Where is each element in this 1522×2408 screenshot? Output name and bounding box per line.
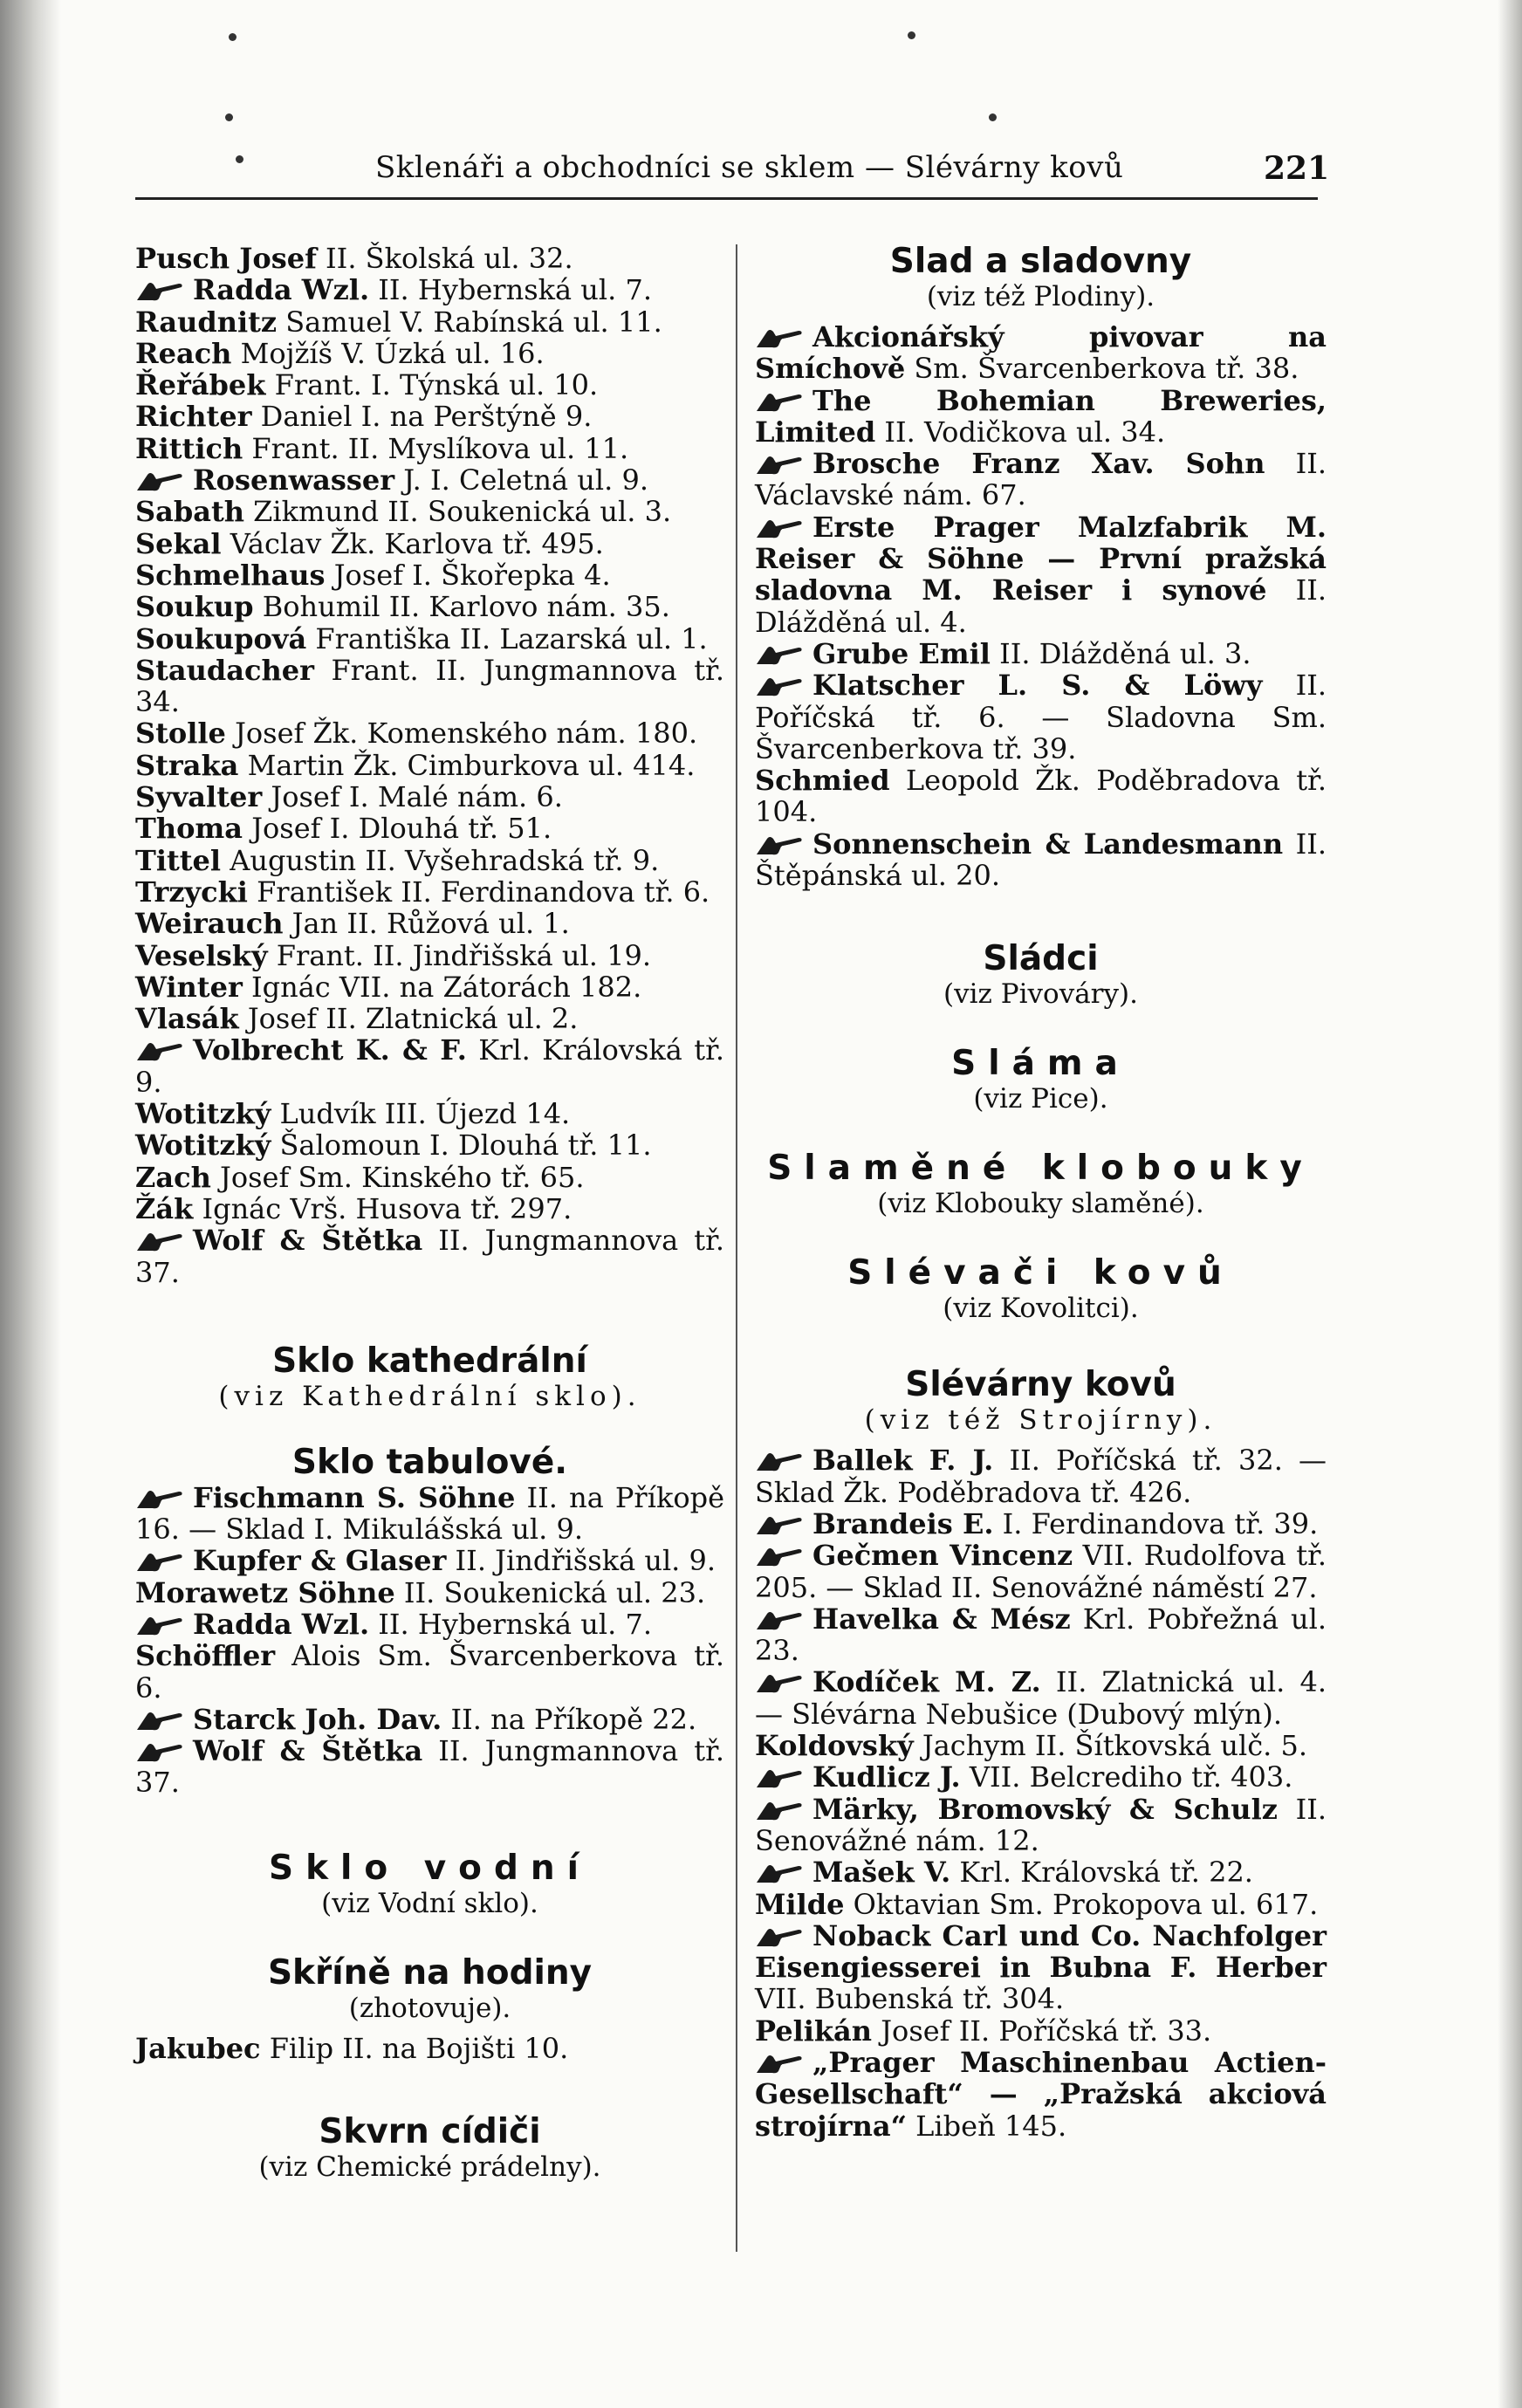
directory-entry — [755, 2015, 1327, 2047]
entry-address: Samuel V. Rabínská ul. 11. — [285, 305, 662, 339]
entry-address: II. Hybernská ul. 7. — [378, 1607, 652, 1641]
entry-name: Sekal — [135, 526, 222, 560]
entry-name: Trzycki — [135, 875, 248, 909]
entry-address: Martin Žk. Cimburkova ul. 414. — [247, 748, 696, 782]
pointing-hand-icon — [135, 1709, 184, 1732]
entry-address: II. na Příkopě 22. — [450, 1702, 697, 1736]
directory-entry — [135, 655, 724, 718]
directory-entry — [755, 1444, 1327, 1508]
directory-entry — [755, 765, 1327, 828]
entry-name: Gečmen Vincenz — [812, 1539, 1073, 1573]
directory-entry — [755, 1794, 1327, 1857]
directory-entry — [135, 433, 724, 464]
entry-address: II. Poříčská tř. 6. — Sladovna Sm. Švarcenberkova tř. 39. — [755, 669, 1327, 765]
entry-name: Winter — [135, 970, 243, 1004]
directory-entry — [755, 1761, 1327, 1793]
pointing-hand-icon — [755, 517, 804, 539]
entry-name: Stolle — [135, 717, 226, 751]
directory-entry — [135, 1609, 724, 1640]
pointing-hand-icon — [755, 1799, 804, 1821]
directory-entry — [135, 1482, 724, 1546]
entry-address: Josef Sm. Kinského tř. 65. — [220, 1160, 585, 1194]
pointing-hand-icon — [755, 1545, 804, 1568]
entry-name: Koldovský — [755, 1729, 914, 1763]
running-header: Sklenáři a obchodníci se sklem — Slévárny kovů — [375, 150, 1124, 185]
entry-name: Wolf & Štětka — [193, 1224, 423, 1258]
section-heading: Sláma — [951, 1044, 1130, 1084]
section-heading: Sládci — [983, 939, 1099, 979]
entry-name: Soukup — [135, 590, 254, 624]
entry-address: Frant. II. Myslíkova ul. 11. — [251, 431, 629, 465]
directory-entry — [135, 1225, 724, 1288]
pointing-hand-icon — [755, 1671, 804, 1694]
entry-address: II. Jindřišská ul. 9. — [455, 1544, 716, 1578]
directory-entry — [135, 1577, 724, 1609]
directory-entry — [135, 591, 724, 622]
entry-name: Wotitzký — [135, 1097, 271, 1131]
pointing-hand-icon — [755, 326, 804, 349]
entry-address: Josef II. Zlatnická ul. 2. — [247, 1002, 579, 1036]
entry-name: Märky, Bromovský & Schulz — [812, 1792, 1278, 1826]
entry-address: Jachym II. Šítkovská ulč. 5. — [922, 1729, 1307, 1763]
entry-address: Ignác Vrš. Husova tř. 297. — [202, 1191, 572, 1225]
directory-entry — [755, 1508, 1327, 1540]
directory-entry — [755, 1730, 1327, 1761]
entry-address: II. Senovážné nám. 12. — [755, 1792, 1327, 1857]
directory-entry — [135, 845, 724, 876]
entry-name: Schmelhaus — [135, 558, 326, 592]
pointing-hand-icon — [135, 1487, 184, 1510]
left-column — [135, 243, 724, 2192]
section-heading: Skvrn cídiči — [319, 2112, 541, 2152]
section-heading: Slad a sladovny — [889, 242, 1192, 281]
entry-name: Volbrecht K. & F. — [193, 1033, 467, 1067]
entry-address: II. na Příkopě 16. — Sklad I. Mikulášská ul. 9. — [135, 1480, 725, 1547]
entry-name: Akcionářský pivovar na Smíchově — [755, 320, 1327, 386]
header-rule — [135, 197, 1318, 200]
entry-name: Sabath — [135, 495, 244, 529]
pointing-hand-icon — [135, 1614, 184, 1636]
pointing-hand-icon — [755, 1767, 804, 1789]
pointing-hand-icon — [755, 1513, 804, 1536]
directory-entry — [135, 813, 724, 844]
directory-entry — [135, 1704, 724, 1735]
entry-address: Mojžíš V. Úzká ul. 16. — [240, 336, 545, 370]
entry-address: II. Zlatnická ul. 4. — Slévárna Nebušice (Dubový mlýn). — [755, 1665, 1327, 1731]
entry-name: Syvalter — [135, 780, 263, 814]
directory-entry — [135, 1162, 724, 1193]
directory-entry — [135, 306, 724, 338]
entry-name: Ballek F. J. — [812, 1444, 994, 1478]
pointing-hand-icon — [755, 1450, 804, 1472]
entry-address: Krl. Pobřežná ul. 23. — [755, 1602, 1327, 1668]
entry-name: Rosenwasser — [193, 463, 395, 497]
pointing-hand-icon — [135, 1039, 184, 1062]
entry-name: Milde — [755, 1887, 845, 1921]
entry-name: Řeřábek — [135, 368, 266, 402]
entry-address: Ignác VII. na Zátorách 182. — [250, 970, 642, 1004]
entry-address: Oktavian Sm. Prokopova ul. 617. — [853, 1887, 1319, 1921]
entry-address: II. Václavské nám. 67. — [755, 447, 1327, 512]
entry-name: Erste Prager Malzfabrik M. Reiser & Söhne — První pražská sladovna M. Reiser i synové — [755, 510, 1327, 607]
directory-entry — [135, 401, 724, 432]
pointing-hand-icon — [755, 643, 804, 666]
pointing-hand-icon — [755, 675, 804, 697]
entry-address: J. I. Celetná ul. 9. — [403, 463, 648, 497]
entry-name: Morawetz Söhne — [135, 1575, 395, 1609]
directory-entry — [755, 1889, 1327, 1920]
entry-address: II. Hybernská ul. 7. — [378, 273, 652, 307]
entry-address: Daniel I. na Perštýně 9. — [260, 400, 593, 434]
section-note: (viz též Strojírny). — [864, 1404, 1217, 1437]
pointing-hand-icon — [755, 1862, 804, 1884]
entry-name: Schmied — [755, 764, 890, 798]
entry-name: Radda Wzl. — [193, 273, 370, 307]
entry-name: Kupfer & Glaser — [193, 1544, 447, 1578]
entry-name: Grube Emil — [812, 636, 991, 670]
entry-name: Veselský — [135, 938, 268, 972]
entry-name: Žák — [135, 1191, 194, 1225]
directory-entry — [755, 448, 1327, 511]
directory-entry — [135, 717, 724, 749]
directory-entry — [755, 828, 1327, 892]
directory-entry — [135, 1735, 724, 1799]
directory-entry — [135, 750, 724, 781]
entry-name: Pusch Josef — [135, 242, 317, 275]
page-number: 221 — [1264, 150, 1330, 187]
entry-address: II. Dlážděná ul. 3. — [999, 636, 1251, 670]
directory-entry — [755, 1666, 1327, 1730]
entry-address: Krl. Královská tř. 9. — [135, 1033, 725, 1099]
entry-name: Weirauch — [135, 907, 284, 941]
entry-name: Staudacher — [135, 653, 314, 687]
entry-name: Wotitzký — [135, 1129, 271, 1163]
directory-entry — [135, 940, 724, 971]
entry-name: Richter — [135, 400, 252, 434]
entry-address: Josef I. Dlouhá tř. 51. — [251, 812, 552, 846]
directory-entry — [135, 559, 724, 591]
entry-name: Wolf & Štětka — [193, 1734, 423, 1768]
pointing-hand-icon — [135, 1550, 184, 1573]
entry-address: Františka II. Lazarská ul. 1. — [315, 621, 708, 655]
entry-name: The Bohemian Breweries, Limited — [755, 383, 1327, 449]
section-heading: Skříně na hodiny — [267, 1952, 593, 1993]
entry-address: Josef II. Poříčská tř. 33. — [881, 2014, 1212, 2048]
scan-speck — [225, 113, 233, 121]
entry-address: II. Školská ul. 32. — [326, 242, 573, 275]
section-note: (zhotovuje). — [348, 1992, 511, 2024]
directory-entry — [135, 908, 724, 939]
pointing-hand-icon — [755, 2052, 804, 2075]
entry-address: Bohumil II. Karlovo nám. 35. — [262, 590, 670, 624]
entry-name: Tittel — [135, 843, 222, 877]
directory-entry — [755, 669, 1327, 765]
entry-address: II. Vodičkova ul. 34. — [884, 415, 1166, 449]
entry-address: Alois Sm. Švarcenberkova tř. 6. — [135, 1639, 725, 1705]
directory-entry — [135, 338, 724, 369]
directory-entry — [135, 496, 724, 527]
entry-address: Frant. II. Jungmannova tř. 34. — [135, 653, 725, 719]
pointing-hand-icon — [135, 470, 184, 492]
scan-speck — [908, 31, 915, 39]
entry-address: I. Ferdinandova tř. 39. — [1002, 1506, 1319, 1540]
entry-address: II. Jungmannova tř. 37. — [135, 1224, 725, 1289]
entry-name: Havelka & Mész — [812, 1602, 1071, 1636]
section-heading: Sklo tabulové. — [291, 1442, 568, 1482]
entry-name: Starck Joh. Dav. — [193, 1702, 442, 1736]
entry-name: Radda Wzl. — [193, 1607, 370, 1641]
directory-entry — [755, 511, 1327, 638]
scan-speck — [989, 113, 997, 121]
pointing-hand-icon — [135, 279, 184, 302]
pointing-hand-icon — [755, 1925, 804, 1948]
directory-entry — [135, 623, 724, 655]
entry-address: II. Štěpánská ul. 20. — [755, 827, 1327, 893]
directory-entry — [135, 2033, 724, 2064]
pointing-hand-icon — [135, 1230, 184, 1252]
directory-entry — [135, 1003, 724, 1034]
directory-entry — [755, 1540, 1327, 1603]
entry-address: II. Dlážděná ul. 4. — [755, 573, 1327, 639]
entry-address: Josef I. Malé nám. 6. — [271, 780, 563, 814]
entry-name: Jakubec — [135, 2031, 261, 2065]
entry-name: Zach — [135, 1160, 211, 1194]
directory-entry — [135, 528, 724, 559]
entry-name: Fischmann S. Söhne — [193, 1480, 516, 1514]
entry-address: Josef I. Škořepka 4. — [333, 558, 611, 592]
entry-name: Brosche Franz Xav. Sohn — [812, 447, 1265, 481]
entry-name: „Prager Maschinenbau Actien-Gesellschaft“ — „Pražská akciová strojírna“ — [755, 2045, 1327, 2143]
section-note: (viz Kathedrální sklo). — [218, 1380, 641, 1412]
entry-address: Filip II. na Bojišti 10. — [269, 2031, 569, 2065]
directory-entry — [135, 876, 724, 908]
section-heading: Sklo vodní — [268, 1848, 592, 1888]
pointing-hand-icon — [755, 453, 804, 476]
entry-address: Libeň 145. — [915, 2109, 1067, 2143]
page-left-edge-shadow — [0, 0, 61, 2408]
entry-name: Soukupová — [135, 621, 307, 655]
section-note: (viz Chemické prádelny). — [258, 2151, 601, 2184]
entry-address: Leopold Žk. Poděbradova tř. 104. — [755, 764, 1327, 829]
section-heading: Sklo kathedrální — [272, 1341, 587, 1381]
entry-address: Sm. Švarcenberkova tř. 38. — [914, 352, 1299, 386]
entry-name: Klatscher L. S. & Löwy — [812, 669, 1263, 703]
entry-address: VII. Belcrediho tř. 403. — [969, 1760, 1293, 1794]
section-heading: Slaměné klobouky — [767, 1149, 1314, 1189]
entry-name: Rittich — [135, 431, 243, 465]
section-note: (viz též Plodiny). — [926, 281, 1155, 312]
entry-address: Václav Žk. Karlova tř. 495. — [230, 526, 604, 560]
directory-entry — [135, 1098, 724, 1129]
entry-address: Krl. Královská tř. 22. — [959, 1856, 1253, 1890]
section-note: (viz Vodní sklo). — [321, 1887, 538, 1919]
entry-address: VII. Bubenská tř. 304. — [755, 1982, 1065, 2016]
directory-entry — [755, 2047, 1327, 2142]
entry-address: Jan II. Růžová ul. 1. — [291, 907, 570, 941]
pointing-hand-icon — [135, 1740, 184, 1763]
directory-entry — [135, 1193, 724, 1225]
entry-address: II. Jungmannova tř. 37. — [135, 1734, 725, 1800]
entry-name: Brandeis E. — [812, 1506, 994, 1540]
entry-address: II. Soukenická ul. 23. — [403, 1575, 706, 1609]
pointing-hand-icon — [755, 1609, 804, 1631]
entry-address: Frant. I. Týnská ul. 10. — [274, 368, 599, 402]
pointing-hand-icon — [755, 834, 804, 856]
entry-name: Schöffler — [135, 1639, 276, 1673]
directory-entry — [135, 369, 724, 401]
directory-entry — [135, 1545, 724, 1576]
entry-address: VII. Rudolfova tř. 205. — Sklad II. Senovážné náměstí 27. — [755, 1539, 1327, 1604]
directory-entry — [135, 1034, 724, 1098]
directory-entry — [755, 1603, 1327, 1667]
directory-entry — [135, 274, 724, 305]
section-note: (viz Pivováry). — [943, 978, 1138, 1011]
directory-entry — [135, 971, 724, 1003]
entry-name: Kodíček M. Z. — [812, 1665, 1041, 1699]
entry-address: II. Poříčská tř. 32. — Sklad Žk. Poděbradova tř. 426. — [755, 1444, 1327, 1509]
entry-name: Raudnitz — [135, 305, 278, 339]
directory-entry — [755, 385, 1327, 449]
entry-name: Noback Carl und Co. Nachfolger Eisengiesserei in Bubna F. Herber — [755, 1918, 1327, 1985]
directory-entry — [135, 1640, 724, 1704]
entry-address: František II. Ferdinandova tř. 6. — [257, 875, 710, 909]
section-heading: Slévárny kovů — [905, 1365, 1176, 1405]
scan-speck — [229, 33, 237, 41]
entry-address: Josef Žk. Komenského nám. 180. — [235, 717, 698, 751]
section-note: (viz Pice). — [973, 1083, 1108, 1115]
directory-entry — [755, 638, 1327, 669]
directory-entry — [755, 1920, 1327, 2015]
directory-entry — [135, 243, 724, 274]
entry-address: Zikmund II. Soukenická ul. 3. — [253, 495, 672, 529]
entry-name: Thoma — [135, 812, 243, 846]
entry-name: Sonnenschein & Landesmann — [812, 827, 1284, 861]
entry-address: Ludvík III. Újezd 14. — [279, 1097, 571, 1131]
section-heading: Slévači kovů — [847, 1253, 1234, 1293]
page-right-edge-shadow — [1498, 0, 1522, 2408]
entry-name: Pelikán — [755, 2014, 873, 2048]
entry-name: Kudlicz J. — [812, 1760, 961, 1794]
directory-entry — [135, 781, 724, 813]
entry-address: Frant. II. Jindřišská ul. 19. — [276, 938, 651, 972]
section-note: (viz Klobouky slaměné). — [877, 1188, 1204, 1220]
directory-entry — [755, 1856, 1327, 1888]
column-divider — [736, 244, 737, 2252]
directory-entry — [755, 321, 1327, 385]
entry-name: Mašek V. — [812, 1856, 951, 1890]
entry-name: Reach — [135, 336, 232, 370]
entry-address: Šalomoun I. Dlouhá tř. 11. — [279, 1129, 652, 1163]
right-column — [755, 243, 1327, 2142]
entry-address: Augustin II. Vyšehradská tř. 9. — [230, 843, 660, 877]
scan-speck — [236, 155, 243, 163]
pointing-hand-icon — [755, 390, 804, 413]
entry-name: Vlasák — [135, 1002, 239, 1036]
directory-entry — [135, 1129, 724, 1161]
directory-entry — [135, 464, 724, 496]
section-note: (viz Kovolitci). — [943, 1293, 1139, 1325]
entry-name: Straka — [135, 748, 239, 782]
